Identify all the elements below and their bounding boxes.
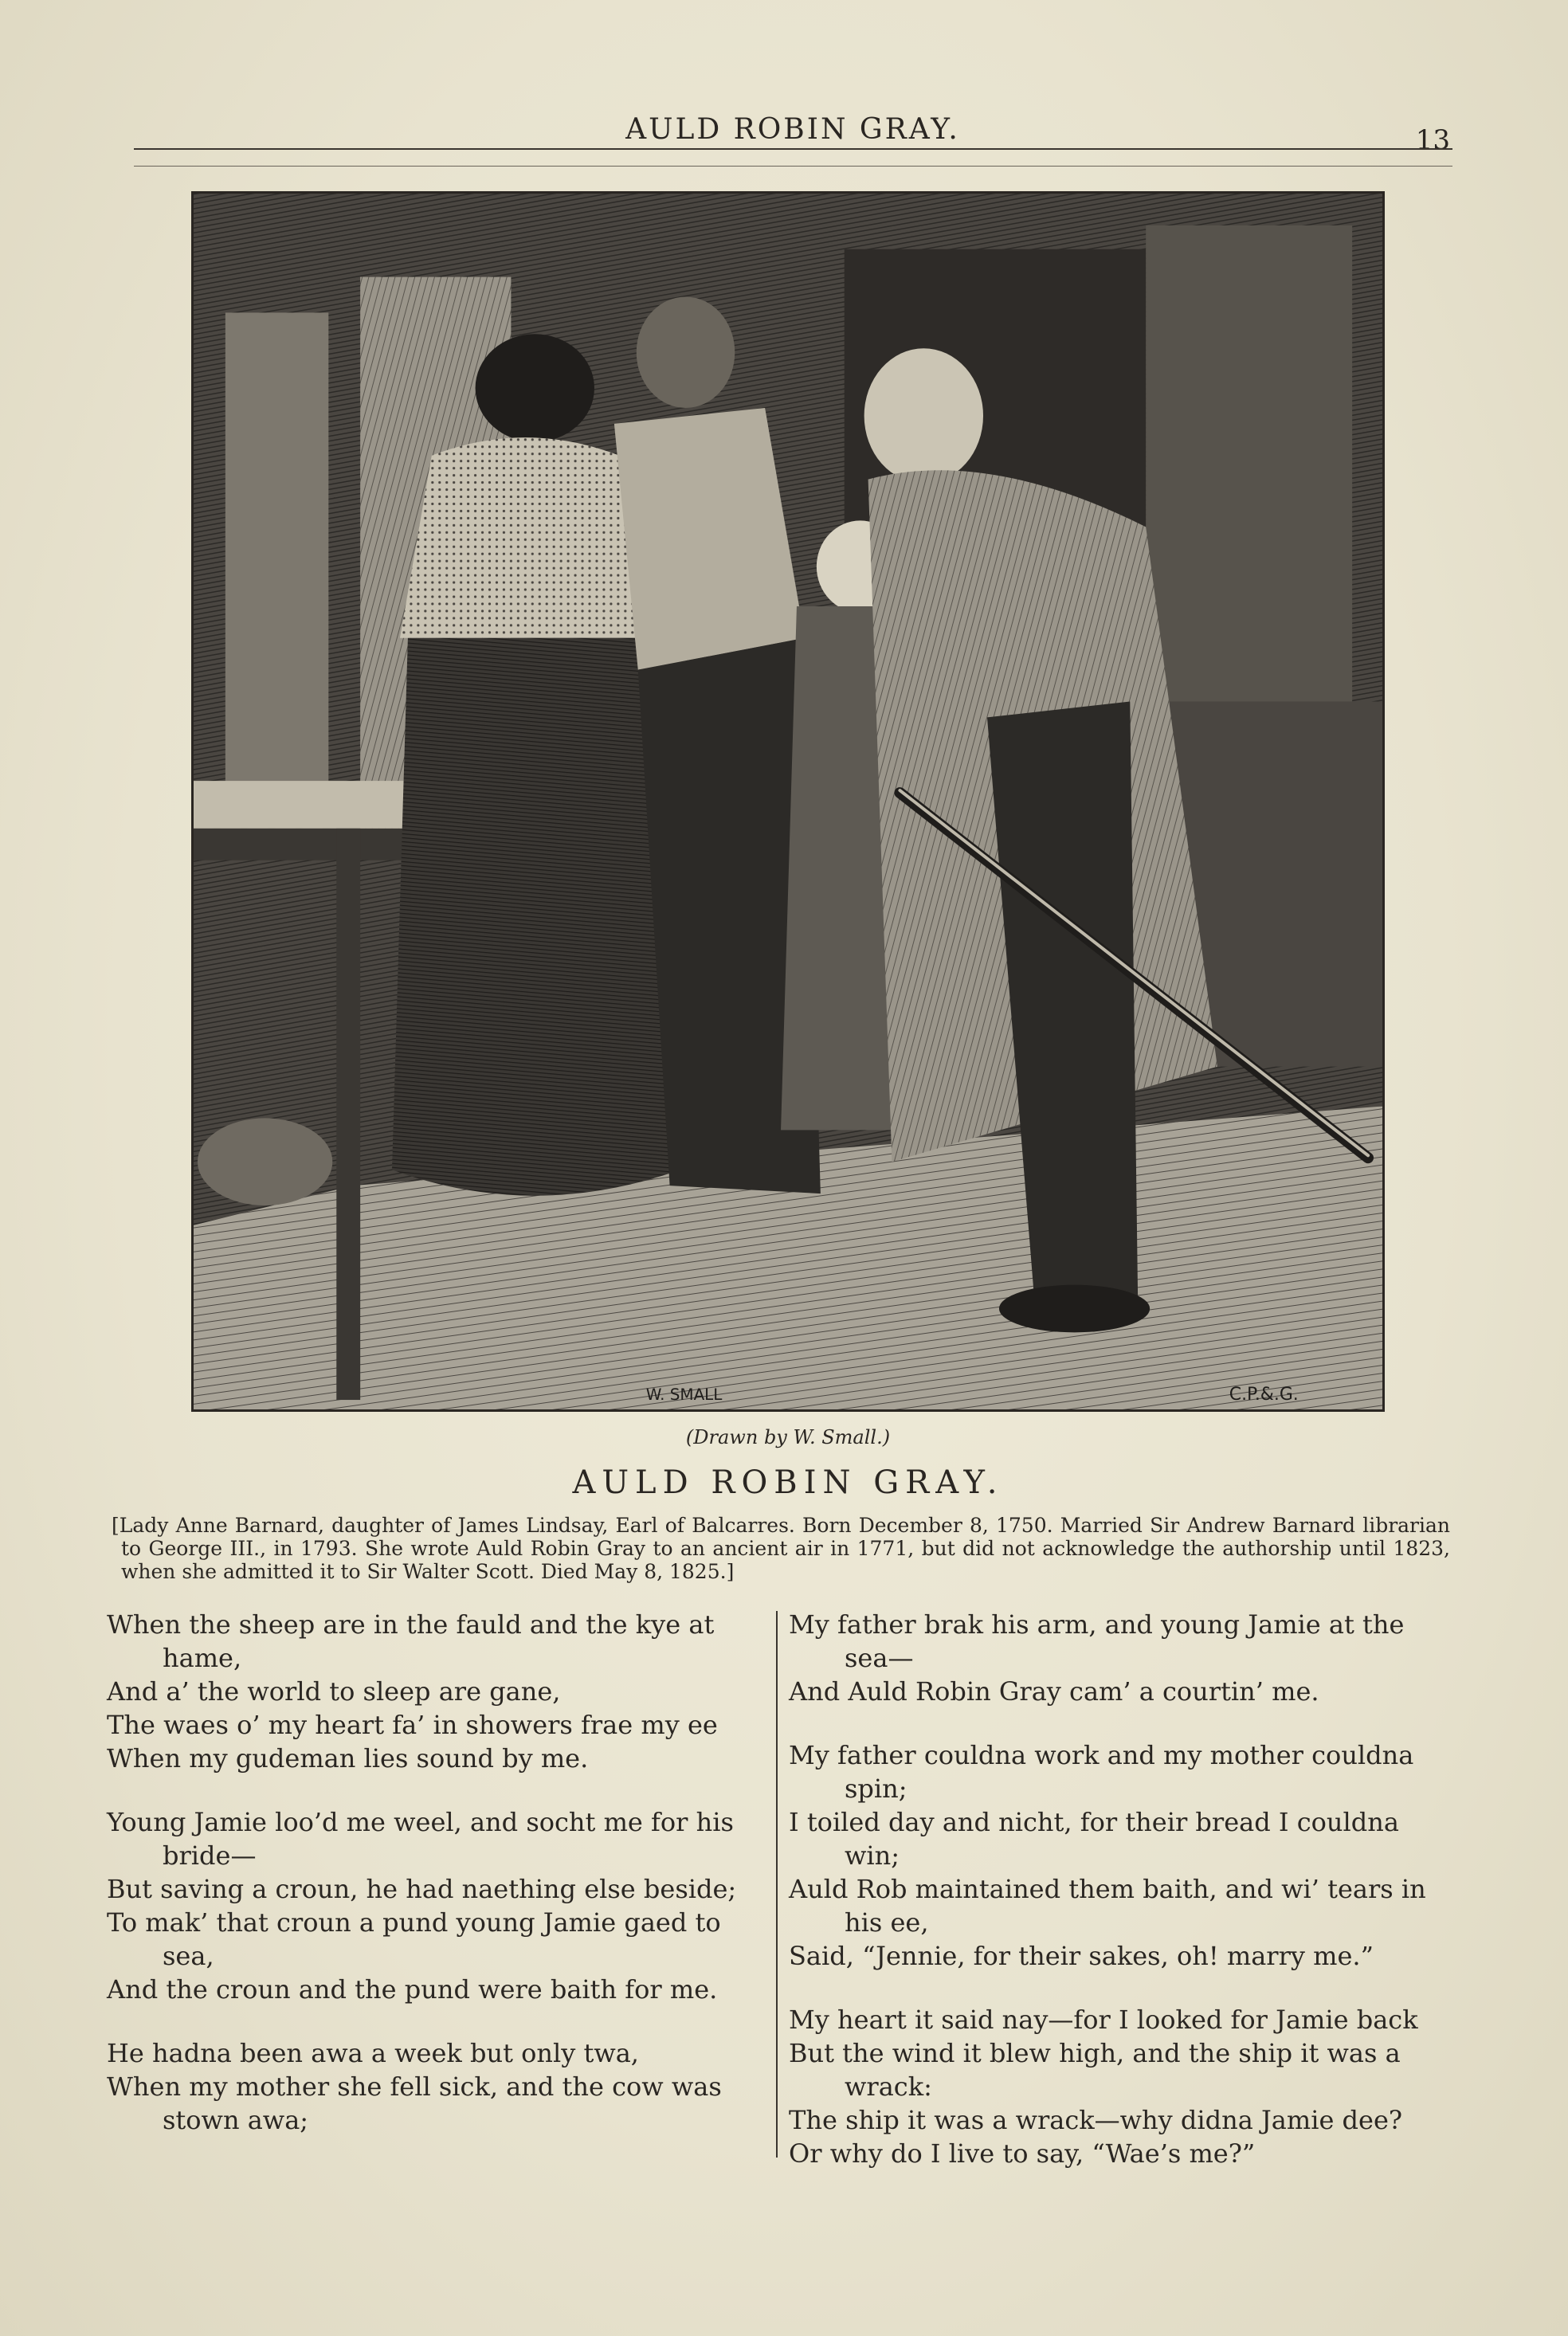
poem-line: I toiled day and nicht, for their bread I couldna win; xyxy=(789,1807,1399,1871)
poem-line: And Auld Robin Gray cam’ a courtin’ me. xyxy=(789,1676,1319,1707)
stanza xyxy=(789,1738,1442,1973)
poem-line: He hadna been awa a week but only twa, xyxy=(107,2038,639,2068)
stanza xyxy=(789,1608,1442,1708)
stanza xyxy=(789,2003,1442,2170)
artist-signature: W. SMALL xyxy=(645,1386,723,1405)
page-number: 13 xyxy=(1415,124,1450,156)
poem-line: The ship it was a wrack—why didna Jamie dee? xyxy=(789,2105,1403,2135)
poem-line: The waes o’ my heart fa’ in showers frae my ee xyxy=(107,1710,718,1740)
illustration-credit: (Drawn by W. Small.) xyxy=(685,1426,891,1448)
poem-column-right xyxy=(789,1608,1442,2201)
poem-line: Or why do I live to say, “Wae’s me?” xyxy=(789,2138,1256,2169)
poem-line: When my gudeman lies sound by me. xyxy=(107,1743,589,1774)
poem-line: Auld Rob maintained them baith, and wi’ tears in his ee, xyxy=(789,1874,1426,1938)
poem-line: Young Jamie loo’d me weel, and socht me for his bride— xyxy=(107,1807,734,1871)
biographical-note: [Lady Anne Barnard, daughter of James Lindsay, Earl of Balcarres. Born December 8, 1750. Married Sir Andrew Barnard librarian to George III., in 1793. She wrote Auld Robin Gray to an ancient air in 1771, but did not acknowledge the authorship until 1823, when she admitted it to Sir Walter Scott. Died May 8, 1825.] xyxy=(112,1514,1450,1583)
poem-line: But the wind it blew high, and the ship it was a wrack: xyxy=(789,2038,1401,2102)
poem-line: But saving a croun, he had naething else beside; xyxy=(107,1874,737,1904)
stanza xyxy=(107,1608,765,1775)
poem-line: To mak’ that croun a pund young Jamie gaed to sea, xyxy=(107,1907,721,1971)
poem-line: My father brak his arm, and young Jamie at the sea— xyxy=(789,1609,1405,1673)
poem-line: My heart it said nay—for I looked for Jamie back xyxy=(789,2005,1418,2035)
engraving-illustration xyxy=(191,191,1385,1412)
engraver-signature: C.P.&.G. xyxy=(1229,1385,1299,1405)
poem-line: When my mother she fell sick, and the cow was stown awa; xyxy=(107,2071,722,2135)
poem-line: My father couldna work and my mother couldna spin; xyxy=(789,1740,1414,1804)
poem-line: Said, “Jennie, for their sakes, oh! marry me.” xyxy=(789,1941,1374,1971)
engraving-image xyxy=(194,194,1382,1409)
column-divider xyxy=(776,1611,778,2158)
stanza xyxy=(107,2036,765,2137)
header-rule-thin xyxy=(134,166,1452,167)
stanza xyxy=(107,1805,765,2006)
poem-title: AULD ROBIN GRAY. xyxy=(572,1464,1004,1501)
poem-column-left xyxy=(107,1608,765,2167)
poem-line: And a’ the world to sleep are gane, xyxy=(107,1676,561,1707)
header-rule xyxy=(134,148,1452,150)
running-title: AULD ROBIN GRAY. xyxy=(625,113,960,146)
poem-line: And the croun and the pund were baith for me. xyxy=(107,1974,718,2005)
poem-line: When the sheep are in the fauld and the kye at hame, xyxy=(107,1609,715,1673)
